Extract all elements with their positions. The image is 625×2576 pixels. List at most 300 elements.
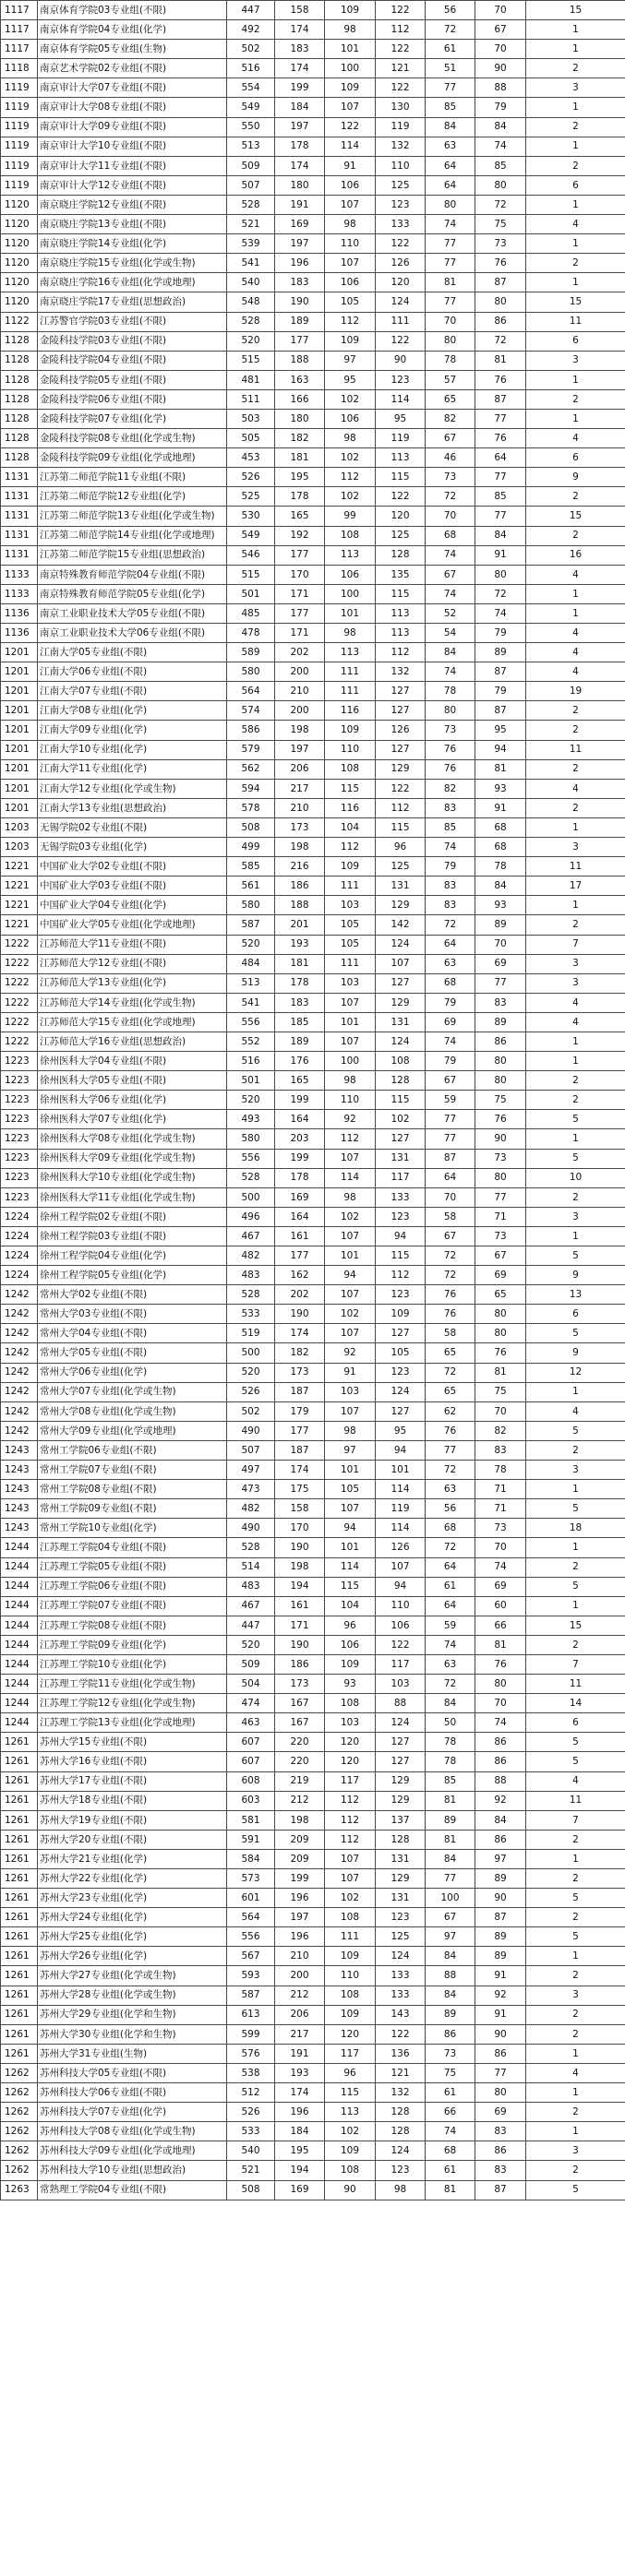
score-col-3: 106	[325, 273, 376, 292]
group-name: 苏州科技大学06专业组(不限)	[38, 2083, 227, 2103]
table-row	[1, 2044, 625, 2063]
score-col-5: 89	[426, 1810, 475, 1830]
group-name: 江苏第二师范学院13专业组(化学或生物)	[38, 507, 227, 526]
table-row	[1, 1168, 625, 1187]
table-row	[1, 759, 625, 779]
group-name: 苏州大学17专业组(不限)	[38, 1771, 227, 1791]
total-score: 520	[227, 1635, 275, 1654]
score-col-2: 193	[275, 2063, 325, 2082]
score-col-5: 100	[426, 1889, 475, 1908]
score-col-6: 76	[475, 254, 526, 273]
total-score: 589	[227, 643, 275, 662]
score-col-4: 105	[376, 1343, 426, 1363]
rank-value: 6	[526, 1305, 625, 1324]
score-col-5: 72	[426, 1461, 475, 1480]
rank-value: 6	[526, 175, 625, 195]
table-row	[1, 1713, 625, 1733]
school-code: 1261	[1, 1966, 38, 1986]
score-col-3: 92	[325, 1110, 376, 1129]
group-name: 苏州大学31专业组(生物)	[38, 2044, 227, 2063]
score-col-5: 51	[426, 59, 475, 78]
table-row	[1, 1480, 625, 1499]
score-col-3: 112	[325, 1810, 376, 1830]
table-body	[1, 1, 625, 2200]
group-name: 金陵科技学院06专业组(不限)	[38, 389, 227, 409]
total-score: 603	[227, 1791, 275, 1810]
school-code: 1244	[1, 1654, 38, 1674]
score-col-5: 84	[426, 1694, 475, 1713]
score-col-5: 77	[426, 1440, 475, 1460]
score-col-2: 198	[275, 721, 325, 740]
total-score: 473	[227, 1480, 275, 1499]
total-score: 501	[227, 1071, 275, 1091]
score-col-5: 84	[426, 643, 475, 662]
score-col-2: 165	[275, 507, 325, 526]
score-col-2: 206	[275, 2005, 325, 2024]
school-code: 1262	[1, 2122, 38, 2141]
score-col-2: 192	[275, 526, 325, 545]
score-col-3: 104	[325, 817, 376, 837]
score-col-5: 70	[426, 312, 475, 331]
score-col-3: 111	[325, 1927, 376, 1947]
rank-value: 2	[526, 1869, 625, 1889]
score-col-3: 98	[325, 20, 376, 40]
score-col-2: 180	[275, 175, 325, 195]
score-col-3: 112	[325, 312, 376, 331]
score-col-2: 209	[275, 1849, 325, 1868]
table-row	[1, 603, 625, 623]
total-score: 540	[227, 2141, 275, 2161]
school-code: 1128	[1, 370, 38, 389]
school-code: 1128	[1, 409, 38, 428]
score-col-3: 110	[325, 234, 376, 254]
score-col-6: 89	[475, 1869, 526, 1889]
score-col-6: 80	[475, 1052, 526, 1071]
score-col-4: 133	[376, 1986, 426, 2005]
school-code: 1128	[1, 448, 38, 468]
total-score: 467	[227, 1226, 275, 1246]
rank-value: 2	[526, 759, 625, 779]
school-code: 1261	[1, 1889, 38, 1908]
score-col-6: 97	[475, 1849, 526, 1868]
rank-value: 2	[526, 1071, 625, 1091]
score-col-5: 76	[426, 1305, 475, 1324]
total-score: 540	[227, 273, 275, 292]
total-score: 528	[227, 1285, 275, 1305]
total-score: 587	[227, 915, 275, 935]
score-col-6: 81	[475, 759, 526, 779]
group-name: 常州大学07专业组(化学或生物)	[38, 1382, 227, 1401]
total-score: 453	[227, 448, 275, 468]
score-col-4: 124	[376, 292, 426, 312]
total-score: 573	[227, 1869, 275, 1889]
score-col-3: 91	[325, 156, 376, 175]
score-col-2: 186	[275, 877, 325, 896]
group-name: 中国矿业大学05专业组(化学或地理)	[38, 915, 227, 935]
rank-value: 4	[526, 1401, 625, 1421]
score-col-4: 128	[376, 545, 426, 565]
score-col-5: 85	[426, 98, 475, 117]
score-col-6: 77	[475, 973, 526, 993]
score-col-5: 65	[426, 389, 475, 409]
score-col-2: 187	[275, 1440, 325, 1460]
score-col-5: 74	[426, 545, 475, 565]
table-row	[1, 1129, 625, 1149]
score-col-2: 188	[275, 896, 325, 915]
table-row	[1, 254, 625, 273]
score-col-5: 61	[426, 2083, 475, 2103]
score-col-4: 112	[376, 643, 426, 662]
score-col-5: 79	[426, 1052, 475, 1071]
score-col-5: 58	[426, 1207, 475, 1226]
table-row	[1, 1596, 625, 1616]
total-score: 493	[227, 1110, 275, 1129]
score-col-3: 113	[325, 643, 376, 662]
score-col-6: 74	[475, 1713, 526, 1733]
score-col-2: 170	[275, 1519, 325, 1538]
group-name: 无锡学院02专业组(不限)	[38, 817, 227, 837]
score-col-3: 112	[325, 838, 376, 857]
score-col-6: 91	[475, 545, 526, 565]
score-col-3: 111	[325, 877, 376, 896]
score-col-4: 126	[376, 254, 426, 273]
score-col-3: 98	[325, 215, 376, 234]
score-col-5: 87	[426, 1149, 475, 1168]
score-col-4: 124	[376, 1713, 426, 1733]
group-name: 南京工业职业技术大学06专业组(不限)	[38, 624, 227, 643]
score-col-3: 110	[325, 1091, 376, 1110]
table-row	[1, 584, 625, 603]
rank-value: 2	[526, 1187, 625, 1207]
school-code: 1118	[1, 59, 38, 78]
group-name: 苏州大学16专业组(不限)	[38, 1752, 227, 1771]
total-score: 508	[227, 2180, 275, 2200]
rank-value: 5	[526, 1752, 625, 1771]
rank-value: 11	[526, 857, 625, 877]
score-col-4: 102	[376, 1110, 426, 1129]
score-col-3: 101	[325, 1246, 376, 1266]
total-score: 490	[227, 1519, 275, 1538]
score-col-6: 74	[475, 1557, 526, 1577]
table-row	[1, 389, 625, 409]
score-col-3: 100	[325, 584, 376, 603]
rank-value: 2	[526, 487, 625, 507]
score-col-4: 106	[376, 1616, 426, 1635]
total-score: 525	[227, 487, 275, 507]
total-score: 587	[227, 1986, 275, 2005]
score-col-3: 98	[325, 624, 376, 643]
table-row	[1, 798, 625, 817]
total-score: 481	[227, 370, 275, 389]
score-col-4: 129	[376, 1791, 426, 1810]
group-name: 无锡学院03专业组(化学)	[38, 838, 227, 857]
total-score: 483	[227, 1266, 275, 1285]
score-col-2: 193	[275, 935, 325, 954]
score-col-2: 201	[275, 915, 325, 935]
score-col-3: 110	[325, 740, 376, 759]
table-row	[1, 1927, 625, 1947]
score-col-2: 191	[275, 2044, 325, 2063]
group-name: 江南大学05专业组(不限)	[38, 643, 227, 662]
score-col-3: 109	[325, 78, 376, 98]
group-name: 常州工学院10专业组(化学)	[38, 1519, 227, 1538]
total-score: 521	[227, 215, 275, 234]
school-code: 1128	[1, 331, 38, 351]
group-name: 常州大学06专业组(化学)	[38, 1363, 227, 1382]
score-col-3: 103	[325, 1382, 376, 1401]
score-col-3: 108	[325, 1986, 376, 2005]
school-code: 1122	[1, 312, 38, 331]
score-col-3: 110	[325, 1966, 376, 1986]
score-col-5: 84	[426, 117, 475, 137]
table-row	[1, 1577, 625, 1596]
score-col-4: 120	[376, 507, 426, 526]
score-col-2: 200	[275, 701, 325, 721]
score-col-2: 186	[275, 1654, 325, 1674]
score-col-4: 131	[376, 1149, 426, 1168]
score-col-6: 83	[475, 1440, 526, 1460]
group-name: 徐州医科大学06专业组(化学)	[38, 1091, 227, 1110]
school-code: 1221	[1, 877, 38, 896]
group-name: 中国矿业大学04专业组(化学)	[38, 896, 227, 915]
score-col-3: 112	[325, 468, 376, 487]
table-row	[1, 1849, 625, 1868]
score-col-5: 83	[426, 798, 475, 817]
table-row	[1, 1635, 625, 1654]
score-col-4: 123	[376, 2161, 426, 2180]
school-code: 1262	[1, 2063, 38, 2082]
school-code: 1244	[1, 1596, 38, 1616]
table-row	[1, 507, 625, 526]
total-score: 556	[227, 1149, 275, 1168]
table-row	[1, 1032, 625, 1051]
group-name: 常州工学院08专业组(不限)	[38, 1480, 227, 1499]
total-score: 520	[227, 1363, 275, 1382]
rank-value: 2	[526, 1635, 625, 1654]
group-name: 江苏第二师范学院15专业组(思想政治)	[38, 545, 227, 565]
table-row	[1, 370, 625, 389]
score-col-6: 88	[475, 78, 526, 98]
school-code: 1223	[1, 1091, 38, 1110]
rank-value: 1	[526, 2122, 625, 2141]
score-col-4: 123	[376, 1207, 426, 1226]
score-col-4: 122	[376, 2024, 426, 2044]
score-col-4: 135	[376, 565, 426, 584]
table-row	[1, 1266, 625, 1285]
score-col-2: 185	[275, 1012, 325, 1032]
score-col-5: 77	[426, 1869, 475, 1889]
score-col-6: 73	[475, 1149, 526, 1168]
score-col-3: 91	[325, 1363, 376, 1382]
score-col-6: 80	[475, 1675, 526, 1694]
table-row	[1, 2161, 625, 2180]
score-col-5: 81	[426, 1830, 475, 1849]
score-col-3: 101	[325, 603, 376, 623]
score-col-6: 76	[475, 1343, 526, 1363]
group-name: 南京体育学院05专业组(生物)	[38, 40, 227, 59]
school-code: 1243	[1, 1499, 38, 1519]
total-score: 601	[227, 1889, 275, 1908]
score-col-4: 124	[376, 1032, 426, 1051]
table-row	[1, 1285, 625, 1305]
table-row	[1, 78, 625, 98]
group-name: 苏州大学24专业组(化学)	[38, 1908, 227, 1927]
school-code: 1128	[1, 351, 38, 370]
rank-value: 4	[526, 1012, 625, 1032]
school-code: 1224	[1, 1266, 38, 1285]
score-col-3: 103	[325, 973, 376, 993]
total-score: 539	[227, 234, 275, 254]
score-col-2: 162	[275, 1266, 325, 1285]
score-col-4: 124	[376, 1382, 426, 1401]
score-col-2: 182	[275, 1343, 325, 1363]
score-col-6: 66	[475, 1616, 526, 1635]
score-col-2: 170	[275, 565, 325, 584]
score-col-4: 115	[376, 817, 426, 837]
total-score: 511	[227, 389, 275, 409]
score-col-3: 90	[325, 2180, 376, 2200]
rank-value: 6	[526, 448, 625, 468]
group-name: 江苏师范大学15专业组(化学或地理)	[38, 1012, 227, 1032]
total-score: 490	[227, 1421, 275, 1440]
group-name: 江南大学11专业组(化学)	[38, 759, 227, 779]
score-col-3: 98	[325, 429, 376, 448]
score-col-4: 125	[376, 526, 426, 545]
rank-value: 1	[526, 98, 625, 117]
score-col-4: 137	[376, 1810, 426, 1830]
school-code: 1128	[1, 389, 38, 409]
score-col-3: 94	[325, 1519, 376, 1538]
score-col-5: 64	[426, 156, 475, 175]
score-col-6: 93	[475, 896, 526, 915]
group-name: 常州大学02专业组(不限)	[38, 1285, 227, 1305]
score-col-3: 111	[325, 682, 376, 701]
score-col-5: 67	[426, 1226, 475, 1246]
table-row	[1, 1908, 625, 1927]
total-score: 507	[227, 1440, 275, 1460]
score-col-4: 130	[376, 98, 426, 117]
rank-value: 2	[526, 1440, 625, 1460]
table-row	[1, 1830, 625, 1849]
score-col-2: 197	[275, 740, 325, 759]
rank-value: 3	[526, 78, 625, 98]
score-col-4: 126	[376, 721, 426, 740]
score-col-2: 206	[275, 759, 325, 779]
score-col-4: 115	[376, 1091, 426, 1110]
score-col-2: 195	[275, 468, 325, 487]
total-score: 507	[227, 175, 275, 195]
rank-value: 5	[526, 1246, 625, 1266]
group-name: 中国矿业大学02专业组(不限)	[38, 857, 227, 877]
score-col-6: 71	[475, 1207, 526, 1226]
score-col-4: 122	[376, 78, 426, 98]
group-name: 江苏理工学院06专业组(不限)	[38, 1577, 227, 1596]
score-col-2: 190	[275, 292, 325, 312]
score-col-6: 89	[475, 643, 526, 662]
score-col-5: 78	[426, 351, 475, 370]
group-name: 江南大学07专业组(不限)	[38, 682, 227, 701]
table-row	[1, 2122, 625, 2141]
school-code: 1261	[1, 1947, 38, 1966]
table-row	[1, 59, 625, 78]
score-col-6: 69	[475, 954, 526, 973]
school-code: 1243	[1, 1480, 38, 1499]
school-code: 1242	[1, 1324, 38, 1343]
score-col-3: 107	[325, 1226, 376, 1246]
group-name: 江苏理工学院09专业组(化学)	[38, 1635, 227, 1654]
table-row	[1, 292, 625, 312]
score-col-3: 93	[325, 1675, 376, 1694]
group-name: 江苏师范大学14专业组(化学或生物)	[38, 993, 227, 1012]
score-col-5: 84	[426, 1947, 475, 1966]
score-col-2: 196	[275, 1927, 325, 1947]
total-score: 528	[227, 312, 275, 331]
rank-value: 2	[526, 1830, 625, 1849]
score-col-3: 105	[325, 292, 376, 312]
score-col-3: 122	[325, 117, 376, 137]
score-col-4: 122	[376, 1, 426, 20]
table-row	[1, 1538, 625, 1557]
score-col-4: 95	[376, 1421, 426, 1440]
score-col-4: 117	[376, 1654, 426, 1674]
score-col-4: 122	[376, 40, 426, 59]
school-code: 1242	[1, 1421, 38, 1440]
rank-value: 6	[526, 331, 625, 351]
score-col-5: 73	[426, 721, 475, 740]
rank-value: 2	[526, 59, 625, 78]
table-row	[1, 2005, 625, 2024]
group-name: 江苏理工学院11专业组(化学或生物)	[38, 1675, 227, 1694]
rank-value: 15	[526, 292, 625, 312]
score-col-6: 83	[475, 2161, 526, 2180]
table-row	[1, 2103, 625, 2122]
total-score: 505	[227, 429, 275, 448]
rank-value: 1	[526, 20, 625, 40]
total-score: 541	[227, 254, 275, 273]
score-col-2: 219	[275, 1771, 325, 1791]
score-col-4: 122	[376, 487, 426, 507]
score-col-4: 120	[376, 273, 426, 292]
table-row	[1, 1616, 625, 1635]
score-col-5: 76	[426, 740, 475, 759]
total-score: 503	[227, 409, 275, 428]
score-col-3: 107	[325, 1849, 376, 1868]
score-col-5: 74	[426, 838, 475, 857]
score-col-4: 124	[376, 2141, 426, 2161]
school-code: 1242	[1, 1401, 38, 1421]
score-col-6: 81	[475, 1635, 526, 1654]
score-col-3: 106	[325, 1635, 376, 1654]
score-col-5: 72	[426, 20, 475, 40]
group-name: 苏州大学20专业组(不限)	[38, 1830, 227, 1849]
score-col-5: 59	[426, 1091, 475, 1110]
total-score: 564	[227, 682, 275, 701]
total-score: 593	[227, 1966, 275, 1986]
total-score: 516	[227, 59, 275, 78]
score-col-2: 169	[275, 2180, 325, 2200]
school-code: 1261	[1, 1830, 38, 1849]
score-col-6: 86	[475, 1032, 526, 1051]
score-col-2: 177	[275, 331, 325, 351]
group-name: 苏州科技大学08专业组(化学或生物)	[38, 2122, 227, 2141]
school-code: 1201	[1, 662, 38, 682]
score-col-2: 158	[275, 1, 325, 20]
table-row	[1, 1071, 625, 1091]
school-code: 1201	[1, 779, 38, 798]
score-col-6: 70	[475, 1, 526, 20]
score-col-6: 75	[475, 1382, 526, 1401]
score-col-3: 107	[325, 1499, 376, 1519]
